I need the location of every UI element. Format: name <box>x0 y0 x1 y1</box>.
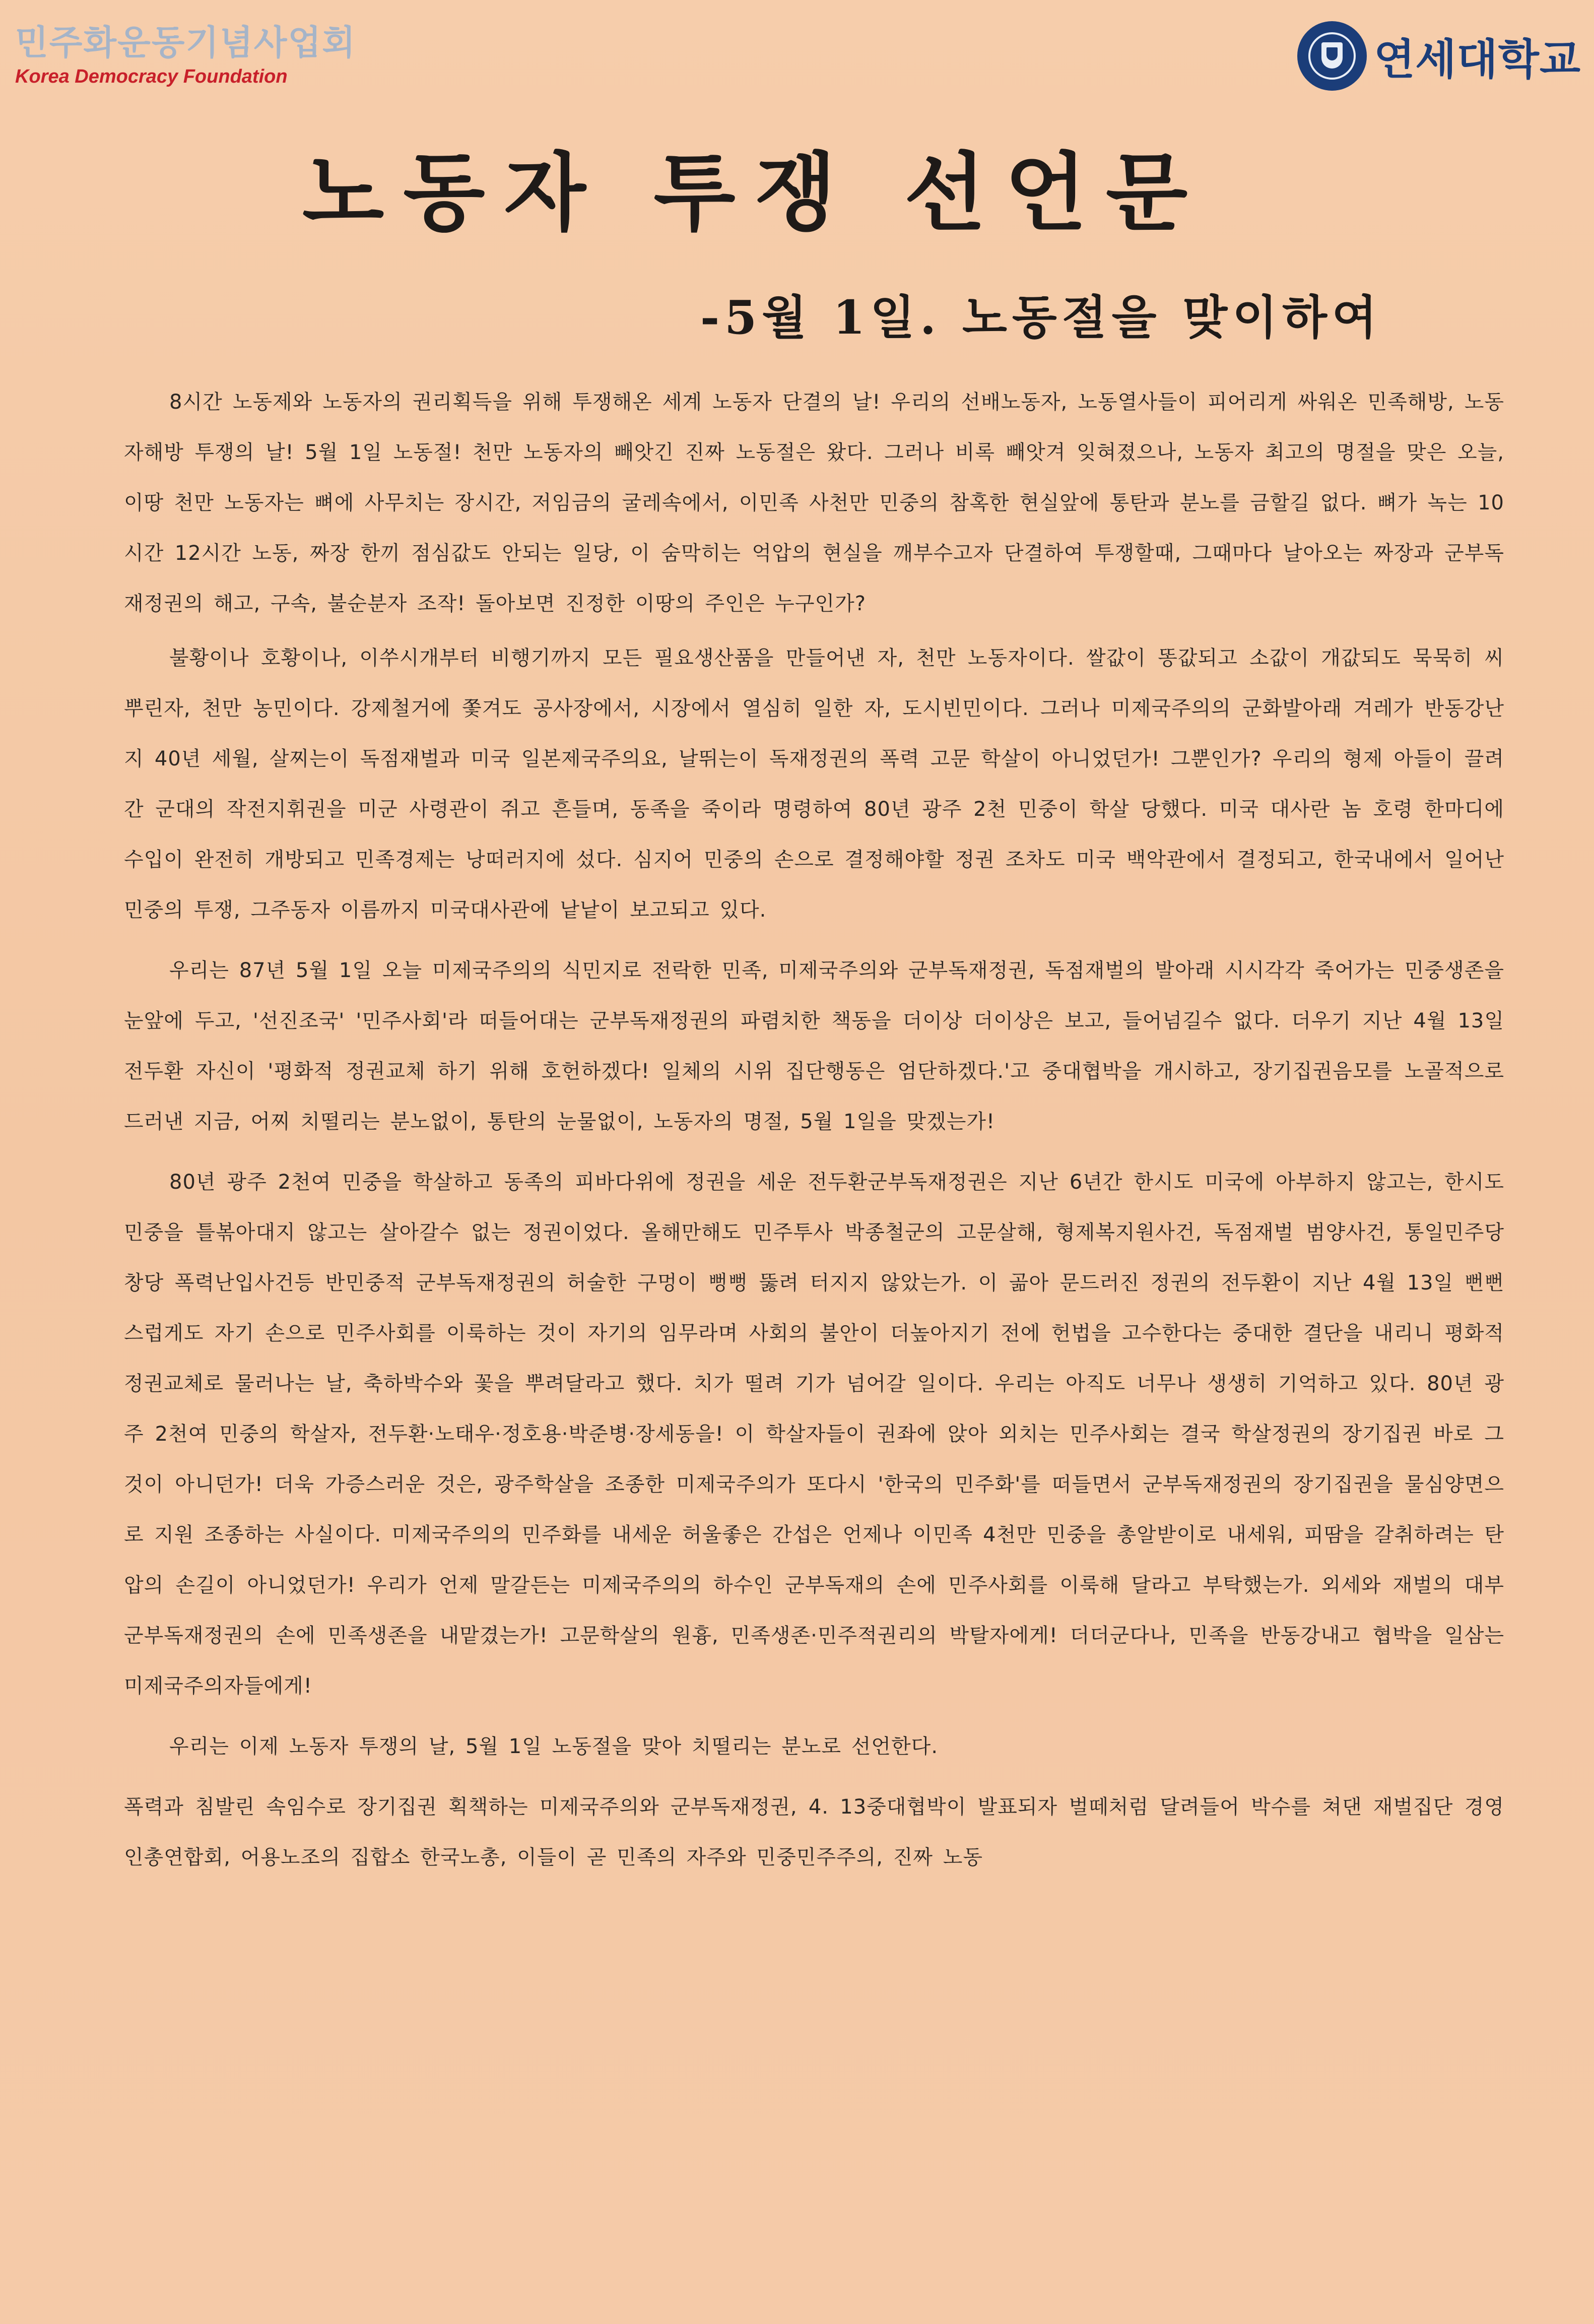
paragraph-5: 우리는 이제 노동자 투쟁의 날, 5월 1일 노동절을 맞아 치떨리는 분노로 선언한다. <box>169 1735 939 1758</box>
paragraph-1: 8시간 노동제와 노동자의 권리획득을 위해 투쟁해온 세계 노동자 단결의 날! 우리의 선배노동자, 노동열사들이 피어리게 싸워온 민족해방, 노동자해방 투쟁의 날! 5월 1일 노동절! 천만 노동자의 빼앗긴 진짜 노동절은 왔다. 그러나 비록 빼앗겨 잊혀졌으나, 노동자 최고의 명절을 맞은 오늘, 이땅 천만 노동자는 뼈에 사무치는 장시간, 저임금의 굴레속에서, 이민족 사천만 민중의 참혹한 현실앞에 통탄과 분노를 금할길 없다. 뼈가 녹는 10시간 12시간 노동, 짜장 한끼 점심값도 안되는 일당, 이 숨막히는 억압의 현실을 깨부수고자 단결하여 투쟁할때, 그때마다 날아오는 짜장과 군부독재정권의 해고, 구속, 불순분자 조작! 돌아보면 진정한 이땅의 주인은 누구인가? <box>124 391 1504 615</box>
document-subtitle: -5월 1일. 노동절을 맞이하여 <box>700 290 1382 345</box>
document-title: 노동자 투쟁 선언문 <box>302 143 1207 242</box>
foundation-korean-name: 민주화운동기념사업회 <box>15 23 356 63</box>
yonsei-university-logo <box>1297 21 1581 91</box>
paragraph-6: 폭력과 침발린 속임수로 장기집권 획책하는 미제국주의와 군부독재정권, 4. 13중대협박이 발표되자 벌떼처럼 달려들어 박수를 쳐댄 재벌집단 경영인총연합회, 어용노조의 집합소 한국노총, 이들이 곧 민족의 자주와 민중민주주의, 진짜 노동 <box>124 1795 1504 1869</box>
korea-democracy-foundation-logo <box>15 22 356 88</box>
yonsei-seal-icon <box>1297 21 1367 91</box>
paragraph-3: 우리는 87년 5월 1일 오늘 미제국주의의 식민지로 전락한 민족, 미제국주의와 군부독재정권, 독점재벌의 발아래 시시각각 죽어가는 민중생존을 눈앞에 두고, '선진조국' '민주사회'라 떠들어대는 군부독재정권의 파렴치한 책동을 더이상 더이상은 보고, 들어넘길수 없다. 더우기 지난 4월 13일 전두환 자신이 '평화적 정권교체 하기 위해 호헌하겠다! 일체의 시위 집단행동은 엄단하겠다.'고 중대협박을 개시하고, 장기집권음모를 노골적으로 드러낸 지금, 어찌 치떨리는 분노없이, 통탄의 눈물없이, 노동자의 명절, 5월 1일을 맞겠는가! <box>124 959 1504 1133</box>
paragraph-2: 불황이나 호황이나, 이쑤시개부터 비행기까지 모든 필요생산품을 만들어낸 자, 천만 노동자이다. 쌀값이 똥값되고 소값이 개값되도 묵묵히 씨 뿌린자, 천만 농민이다. 강제철거에 쫓겨도 공사장에서, 시장에서 열심히 일한 자, 도시빈민이다. 그러나 미제국주의의 군화발아래 겨레가 반동강난지 40년 세월, 살찌는이 독점재벌과 미국 일본제국주의요, 날뛰는이 독재정권의 폭력 고문 학살이 아니었던가! 그뿐인가? 우리의 형제 아들이 끌려간 군대의 작전지휘권을 미군 사령관이 쥐고 흔들며, 동족을 죽이라 명령하여 80년 광주 2천 민중이 학살 당했다. 미국 대사란 놈 호령 한마디에 수입이 완전히 개방되고 민족경제는 낭떠러지에 섰다. 심지어 민중의 손으로 결정해야할 정권 조차도 미국 백악관에서 결정되고, 한국내에서 일어난 민중의 투쟁, 그주동자 이름까지 미국대사관에 낱낱이 보고되고 있다. <box>124 647 1504 922</box>
document-body <box>124 377 1504 1893</box>
foundation-english-name: Korea Democracy Foundation <box>15 66 288 87</box>
paragraph-4: 80년 광주 2천여 민중을 학살하고 동족의 피바다위에 정권을 세운 전두환군부독재정권은 지난 6년간 한시도 미국에 아부하지 않고는, 한시도 민중을 틀볶아대지 않고는 살아갈수 없는 정권이었다. 올해만해도 민주투사 박종철군의 고문살해, 형제복지원사건, 독점재벌 범양사건, 통일민주당 창당 폭력난입사건등 반민중적 군부독재정권의 허술한 구멍이 뻥뻥 뚫려 터지지 않았는가. 이 곪아 문드러진 정권의 전두환이 지난 4월 13일 뻔뻔스럽게도 자기 손으로 민주사회를 이룩하는 것이 자기의 임무라며 사회의 불안이 더높아지기 전에 헌법을 고수한다는 중대한 결단을 내리니 평화적 정권교체로 물러나는 날, 축하박수와 꽃을 뿌려달라고 했다. 치가 떨려 기가 넘어갈 일이다. 우리는 아직도 너무나 생생히 기억하고 있다. 80년 광주 2천여 민중의 학살자, 전두환·노태우·정호용·박준병·장세동을! 이 학살자들이 권좌에 앉아 외치는 민주사회는 결국 학살정권의 장기집권 바로 그것이 아니던가! 더욱 가증스러운 것은, 광주학살을 조종한 미제국주의가 또다시 '한국의 민주화'를 떠들면서 군부독재정권의 장기집권을 물심양면으로 지원 조종하는 사실이다. 미제국주의의 민주화를 내세운 허울좋은 간섭은 언제나 이민족 4천만 민중을 총알받이로 내세워, 피땀을 갈취하려는 탄압의 손길이 아니었던가! 우리가 언제 말갈든는 미제국주의의 하수인 군부독재의 손에 민주사회를 이룩해 달라고 부탁했는가. 외세와 재벌의 대부 군부독재정권의 손에 민족생존을 내맡겼는가! 고문학살의 원흉, 민족생존·민주적권리의 박탈자에게! 더더군다나, 민족을 반동강내고 협박을 일삼는 미제국주의자들에게! <box>124 1171 1504 1698</box>
university-name: 연세대학교 <box>1374 34 1581 84</box>
